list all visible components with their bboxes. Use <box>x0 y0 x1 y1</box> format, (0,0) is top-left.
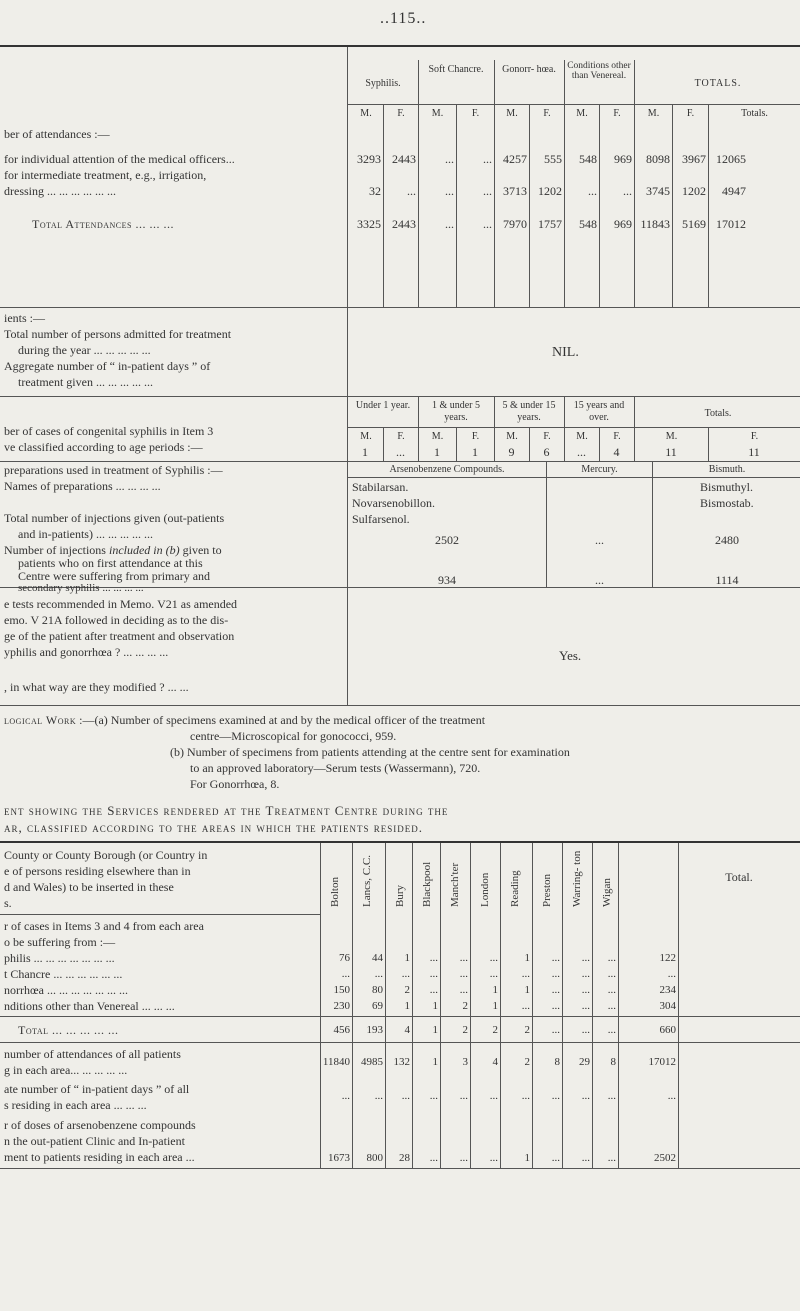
table-cell: 80 <box>372 984 383 996</box>
table-cell: ... <box>581 1024 590 1036</box>
row-label: Aggregate number of “ in-patient days ” of <box>4 359 211 373</box>
table-cell: ... <box>551 952 560 964</box>
table-cell: 4947 <box>722 184 746 198</box>
table-cell: 3 <box>462 1056 468 1068</box>
table-cell: ... <box>551 1000 560 1012</box>
table-cell: 1202 <box>682 184 706 198</box>
table-cell: ... <box>581 968 590 980</box>
table-cell: ... <box>483 184 492 198</box>
table-cell: ... <box>607 968 616 980</box>
row-label: ment to patients residing in each area ... <box>4 1150 195 1164</box>
table-cell: 230 <box>333 1000 350 1012</box>
row-label: for individual attention of the medical officers... <box>4 152 235 166</box>
table-cell: 555 <box>544 152 562 166</box>
lab-line: (b) Number of specimens from patients attending at the centre sent for examination <box>170 745 570 759</box>
col-5-to-15: 5 & under 15 years. <box>502 400 556 423</box>
table-cell: ... <box>607 984 616 996</box>
table-cell: 1 <box>492 1000 498 1012</box>
row-label: Total number of injections given (out-patients <box>4 511 225 525</box>
table-cell: 2 <box>492 1024 498 1036</box>
column-header: Warring- ton <box>571 850 583 907</box>
table-cell: 2 <box>524 1056 530 1068</box>
table-cell: ... <box>581 1090 590 1102</box>
row-label: philis ... ... ... ... ... ... ... <box>4 951 115 965</box>
table-cell: 4 <box>492 1056 498 1068</box>
row-label: Total number of persons admitted for treatment <box>4 327 232 341</box>
row-label: yphilis and gonorrhœa ? ... ... ... ... <box>4 645 169 659</box>
table-cell: 1202 <box>538 184 562 198</box>
table-cell: ... <box>581 984 590 996</box>
column-header: London <box>479 872 491 907</box>
col-under-1: Under 1 year. <box>355 400 411 411</box>
table-cell: 969 <box>614 217 632 231</box>
table-cell: 1 <box>404 952 410 964</box>
table-cell: ... <box>459 1090 468 1102</box>
table-cell: 234 <box>659 984 676 996</box>
row-label: ate number of “ in-patient days ” of all <box>4 1082 190 1096</box>
table-cell: ... <box>429 968 438 980</box>
table-cell: 3745 <box>646 184 670 198</box>
table-cell: 3967 <box>682 152 706 166</box>
table-cell: 4257 <box>503 152 527 166</box>
table-cell: ... <box>489 968 498 980</box>
table-cell: 1757 <box>538 217 562 231</box>
column-header: Total. <box>725 870 753 884</box>
row-label: r of cases in Items 3 and 4 from each area <box>4 919 204 933</box>
row-label: patients who on first attendance at this <box>18 556 203 570</box>
table-cell: ... <box>459 952 468 964</box>
prep-name: Bismuthyl. <box>700 480 754 494</box>
prep-name: Bismostab. <box>700 496 754 510</box>
table-cell: ... <box>577 445 586 459</box>
col-15-over: 15 years and over. <box>573 400 625 423</box>
row-label: g in each area... ... ... ... ... <box>4 1063 128 1077</box>
sub-f: F. <box>543 431 551 442</box>
table-cell: ... <box>581 1152 590 1164</box>
table-cell: ... <box>483 152 492 166</box>
row-label: Centre were suffering from primary and <box>18 569 211 583</box>
row-label: number of attendances of all patients <box>4 1047 181 1061</box>
table-cell: ... <box>341 968 350 980</box>
row-label: Total Attendances ... ... ... <box>32 217 174 231</box>
table-cell: 1 <box>432 1056 438 1068</box>
section-heading: ar, classified according to the areas in which the patients resided. <box>4 820 424 835</box>
table-cell: 7970 <box>503 217 527 231</box>
table-cell: ... <box>607 1000 616 1012</box>
table-cell: 11 <box>665 445 677 459</box>
table-cell: 1 <box>362 445 368 459</box>
table-cell: 2443 <box>392 152 416 166</box>
row-label: Names of preparations ... ... ... ... <box>4 479 161 493</box>
table-cell: ... <box>459 1152 468 1164</box>
prep-name: Sulfarsenol. <box>352 512 410 526</box>
table-cell: ... <box>521 1000 530 1012</box>
cell: ... <box>595 573 604 587</box>
prep-name: Novarsenobillon. <box>352 496 435 510</box>
table-cell: ... <box>489 952 498 964</box>
yes-value: Yes. <box>559 648 582 663</box>
column-header: Wigan <box>601 878 613 907</box>
row-label: and in-patients) ... ... ... ... ... <box>18 527 153 541</box>
table-cell: ... <box>607 952 616 964</box>
row-label: s residing in each area ... ... ... <box>4 1098 147 1112</box>
table-cell: ... <box>374 968 383 980</box>
grid-line <box>678 843 679 1168</box>
table-cell: 1 <box>524 1152 530 1164</box>
row-label: ber of cases of congenital syphilis in Item 3 <box>4 424 214 438</box>
row-label: dressing ... ... ... ... ... ... <box>4 184 116 198</box>
row-label: e tests recommended in Memo. V21 as amended <box>4 597 238 611</box>
table-cell: ... <box>459 984 468 996</box>
column-header: Preston <box>541 874 553 907</box>
sub-f: F. <box>397 108 405 119</box>
row-label: r of doses of arsenobenzene compounds <box>4 1118 196 1132</box>
table-cell: 1 <box>432 1024 438 1036</box>
row-label: norrhœa ... ... ... ... ... ... ... <box>4 983 128 997</box>
table-cell: 2 <box>462 1024 468 1036</box>
table-cell: 193 <box>366 1024 383 1036</box>
table-cell: ... <box>401 1090 410 1102</box>
table-cell: ... <box>396 445 405 459</box>
sub-m: M. <box>431 431 444 442</box>
table-cell: 17012 <box>648 1056 676 1068</box>
sub-m: M. <box>647 108 660 119</box>
sub-totals: Totals. <box>741 108 768 119</box>
table-cell: ... <box>521 1090 530 1102</box>
lab-line: to an approved laboratory—Serum tests (Wassermann), 720. <box>190 761 481 775</box>
table-cell: 11843 <box>640 217 670 231</box>
table-cell: ... <box>429 952 438 964</box>
cell: 2502 <box>435 533 459 547</box>
table-cell: ... <box>374 1090 383 1102</box>
table-cell: 1 <box>472 445 478 459</box>
page-number: ..115.. <box>380 10 427 27</box>
table-cell: 1 <box>432 1000 438 1012</box>
table-cell: ... <box>623 184 632 198</box>
table-cell: ... <box>401 968 410 980</box>
table-cell: 132 <box>393 1056 410 1068</box>
sub-m: M. <box>506 108 518 119</box>
table-cell: 548 <box>579 217 597 231</box>
table-cell: ... <box>607 1152 616 1164</box>
table-cell: 122 <box>659 952 676 964</box>
table-cell: 29 <box>579 1056 590 1068</box>
table-cell: ... <box>483 217 492 231</box>
table-cell: 44 <box>372 952 383 964</box>
col-conditions: Conditions other than Venereal. <box>567 61 631 82</box>
table-cell: 28 <box>399 1152 410 1164</box>
table-cell: 2 <box>524 1024 530 1036</box>
table-cell: 304 <box>659 1000 676 1012</box>
table-cell: ... <box>341 1090 350 1102</box>
table-cell: ... <box>445 184 454 198</box>
table-cell: 1 <box>434 445 440 459</box>
table-cell: 969 <box>614 152 632 166</box>
table-cell: ... <box>551 968 560 980</box>
row-label: treatment given ... ... ... ... ... <box>18 375 153 389</box>
table-cell: ... <box>551 1152 560 1164</box>
col-arsenobenzene: Arsenobenzene Compounds. <box>389 464 505 475</box>
table-cell: ... <box>607 1024 616 1036</box>
table-cell: ... <box>667 1090 676 1102</box>
table-cell: 11 <box>748 445 760 459</box>
row-label: during the year ... ... ... ... ... <box>18 343 151 357</box>
cell: 934 <box>438 573 456 587</box>
intro-line: e of persons residing elsewhere than in <box>4 864 191 878</box>
column-header: Lancs, C.C. <box>361 855 373 907</box>
table-cell: ... <box>551 984 560 996</box>
table-cell: 8098 <box>646 152 670 166</box>
table-cell: 1673 <box>328 1152 350 1164</box>
table-cell: ... <box>445 217 454 231</box>
row-label: ge of the patient after treatment and observation <box>4 629 235 643</box>
table-cell: 9 <box>508 445 515 459</box>
row-label: ber of attendances :— <box>4 127 110 141</box>
table-cell: ... <box>667 968 676 980</box>
sub-f: F. <box>397 431 405 442</box>
row-label: Total ... ... ... ... ... <box>18 1023 119 1037</box>
table-cell: 76 <box>339 952 350 964</box>
table-cell: 2502 <box>654 1152 676 1164</box>
table-cell: ... <box>551 1024 560 1036</box>
col-totals: TOTALS. <box>694 78 742 89</box>
table-cell: 8 <box>610 1056 616 1068</box>
sub-f: F. <box>750 431 759 442</box>
table-cell: 11840 <box>322 1056 350 1068</box>
top-rule <box>0 45 800 47</box>
row-label: nditions other than Venereal ... ... ... <box>4 999 175 1013</box>
sub-m: M. <box>576 108 588 119</box>
nil-value: NIL. <box>552 345 579 360</box>
table-cell: 4 <box>613 445 620 459</box>
cell: ... <box>595 533 604 547</box>
sub-m: M. <box>665 431 678 442</box>
table-rule <box>0 841 800 843</box>
column-header: Manch'ter <box>449 862 461 907</box>
table-cell: ... <box>445 152 454 166</box>
row-label: o be suffering from :— <box>4 935 116 949</box>
table-cell: ... <box>581 1000 590 1012</box>
row-label: Number of injections included in (b) given to <box>4 543 222 557</box>
table-cell: 17012 <box>716 217 746 231</box>
table-cell: ... <box>429 984 438 996</box>
intro-line: s. <box>4 896 12 910</box>
table-cell: 6 <box>543 445 550 459</box>
table-cell: 150 <box>333 984 350 996</box>
table-cell: ... <box>521 968 530 980</box>
sub-f: F. <box>471 431 480 442</box>
column-header: Blackpool <box>421 861 433 907</box>
sub-f: F. <box>686 108 695 119</box>
table-cell: 4 <box>404 1024 410 1036</box>
row-label: ve classified according to age periods :— <box>4 440 203 454</box>
column-header: Reading <box>509 870 521 907</box>
table-cell: 3293 <box>357 152 381 166</box>
sub-f: F. <box>613 108 621 119</box>
table-cell: 660 <box>659 1024 676 1036</box>
table-cell: ... <box>581 952 590 964</box>
lab-line: For Gonorrhœa, 8. <box>190 777 280 791</box>
table-cell: 548 <box>579 152 597 166</box>
sub-f: F. <box>613 431 621 442</box>
lab-line: logical Work :—(a) Number of specimens examined at and by the medical officer of the treatment <box>4 713 486 727</box>
table-cell: ... <box>489 1090 498 1102</box>
table-cell: ... <box>459 968 468 980</box>
col-soft-chancre: Soft Chancre. <box>428 64 484 75</box>
sub-m: M. <box>360 431 372 442</box>
prep-name: Stabilarsan. <box>352 480 409 494</box>
table-cell: ... <box>489 1152 498 1164</box>
row-label: n the out-patient Clinic and In-patient <box>4 1134 185 1148</box>
row-label: ients :— <box>4 311 45 325</box>
table-cell: 69 <box>372 1000 383 1012</box>
sub-m: M. <box>360 108 372 119</box>
table-cell: ... <box>588 184 597 198</box>
sub-f: F. <box>471 108 480 119</box>
table-cell: 32 <box>369 184 381 198</box>
column-header: Bolton <box>329 877 341 907</box>
sub-m: M. <box>431 108 444 119</box>
table-cell: 2 <box>462 1000 468 1012</box>
table-cell: ... <box>429 1090 438 1102</box>
table-cell: 1 <box>524 952 530 964</box>
table-cell: 1 <box>492 984 498 996</box>
table-cell: 3325 <box>357 217 381 231</box>
table-cell: 3713 <box>503 184 527 198</box>
table-cell: 8 <box>554 1056 560 1068</box>
table-cell: 1 <box>524 984 530 996</box>
col-syphilis: Syphilis. <box>365 78 401 89</box>
sub-m: M. <box>506 431 518 442</box>
table-cell: ... <box>407 184 416 198</box>
table-cell: ... <box>607 1090 616 1102</box>
column-header: Bury <box>394 885 406 907</box>
table-cell: 5169 <box>682 217 706 231</box>
intro-line: d and Wales) to be inserted in these <box>4 880 174 894</box>
col-totals: Totals. <box>704 408 732 419</box>
cell: 1114 <box>715 573 739 587</box>
table-cell: 2443 <box>392 217 416 231</box>
row-label: t Chancre ... ... ... ... ... ... <box>4 967 123 981</box>
section-heading: ent showing the Services rendered at the Treatment Centre during the <box>4 803 449 818</box>
row-label: for intermediate treatment, e.g., irrigation, <box>4 168 207 182</box>
sub-m: M. <box>576 431 588 442</box>
cell: 2480 <box>715 533 739 547</box>
table-cell: 1 <box>404 1000 410 1012</box>
row-label: , in what way are they modified ? ... ... <box>4 680 189 694</box>
lab-line: centre—Microscopical for gonococci, 959. <box>190 729 397 743</box>
col-gonorrhoea: Gonorr- hœa. <box>502 64 556 75</box>
col-1-to-5: 1 & under 5 years. <box>431 400 481 423</box>
table-cell: 4985 <box>361 1056 383 1068</box>
col-bismuth: Bismuth. <box>708 464 746 475</box>
intro-line: County or County Borough (or Country in <box>4 848 208 862</box>
table-cell: 2 <box>404 984 410 996</box>
row-label: secondary syphilis ... ... ... ... <box>18 582 144 594</box>
table-cell: 456 <box>333 1024 350 1036</box>
row-label: preparations used in treatment of Syphilis :— <box>4 463 223 477</box>
row-label: emo. V 21A followed in deciding as to the dis- <box>4 613 229 627</box>
sub-f: F. <box>543 108 551 119</box>
col-mercury: Mercury. <box>581 464 618 475</box>
table-cell: ... <box>551 1090 560 1102</box>
table-cell: 800 <box>366 1152 383 1164</box>
table-cell: ... <box>429 1152 438 1164</box>
table-cell: 12065 <box>716 152 746 166</box>
